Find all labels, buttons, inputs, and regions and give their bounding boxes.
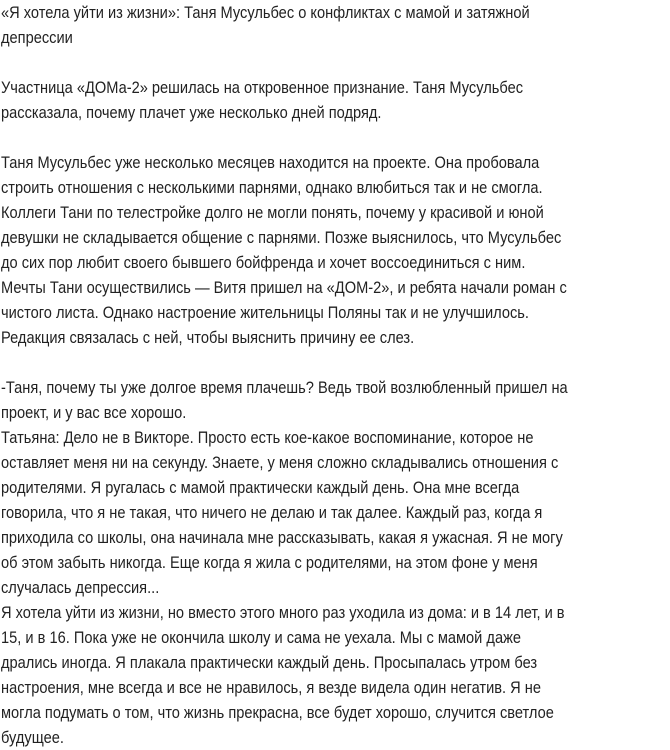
answer-line: оставляет меня ни на секунду. Знаете, у меня сложно складывались отношения с [1, 453, 559, 472]
answer-line: Татьяна: Дело не в Викторе. Просто есть кое-какое воспоминание, которое не [1, 428, 534, 447]
paragraph-line: девушки не складывается общение с парнями. Позже выяснилось, что Мусульбес [1, 228, 562, 247]
answer-line: об этом забыть никогда. Еще когда я жила с родителями, на этом фоне у меня [1, 553, 538, 572]
answer-line: могла подумать о том, что жизнь прекрасна, все будет хорошо, случится светлое [1, 703, 554, 722]
paragraph-line: до сих пор любит своего бывшего бойфренда и хочет воссоединиться с ним. [1, 253, 526, 272]
title-line: депрессии [1, 28, 73, 47]
answer-line: говорила, что я не такая, что ничего не делаю и так далее. Каждый раз, когда я [1, 503, 543, 522]
paragraph-line: Таня Мусульбес уже несколько месяцев находится на проекте. Она пробовала [1, 153, 540, 172]
paragraph-line: чистого листа. Однако настроение жительницы Поляны так и не улучшилось. [1, 303, 529, 322]
answer-line: Я хотела уйти из жизни, но вместо этого много раз уходила из дома: и в 14 лет, и в [1, 603, 565, 622]
paragraph-line: Коллеги Тани по телестройке долго не могли понять, почему у красивой и юной [1, 203, 544, 222]
answer-line: настроения, мне всегда и все не нравилось, я везде видела один негатив. Я не [1, 678, 541, 697]
question-line: -Таня, почему ты уже долгое время плачешь? Ведь твой возлюбленный пришел на [1, 378, 568, 397]
answer-line: 15, и в 16. Пока уже не окончила школу и сама не уехала. Мы с мамой даже [1, 628, 521, 647]
lead-line: Участница «ДОМа-2» решилась на откровенное признание. Таня Мусульбес [1, 78, 524, 97]
title-line: «Я хотела уйти из жизни»: Таня Мусульбес о конфликтах с мамой и затяжной [1, 3, 530, 22]
answer-line: случалась депрессия... [1, 578, 160, 597]
paragraph-line: Мечты Тани осуществились — Витя пришел на «ДОМ-2», и ребята начали роман с [1, 278, 567, 297]
question-line: проект, и у вас все хорошо. [1, 403, 187, 422]
answer-line: будущее. [1, 728, 64, 747]
answer-line: приходила со школы, она начинала мне рассказывать, какая я ужасная. Я не могу [1, 528, 563, 547]
answer-line: родителями. Я ругалась с мамой практически каждый день. Она мне всегда [1, 478, 520, 497]
paragraph-line: строить отношения с несколькими парнями, однако влюбиться так и не смогла. [1, 178, 543, 197]
lead-line: рассказала, почему плачет уже несколько дней подряд. [1, 103, 382, 122]
answer-line: дрались иногда. Я плакала практически каждый день. Просыпалась утром без [1, 653, 538, 672]
paragraph-line: Редакция связалась с ней, чтобы выяснить причину ее слез. [1, 328, 415, 347]
